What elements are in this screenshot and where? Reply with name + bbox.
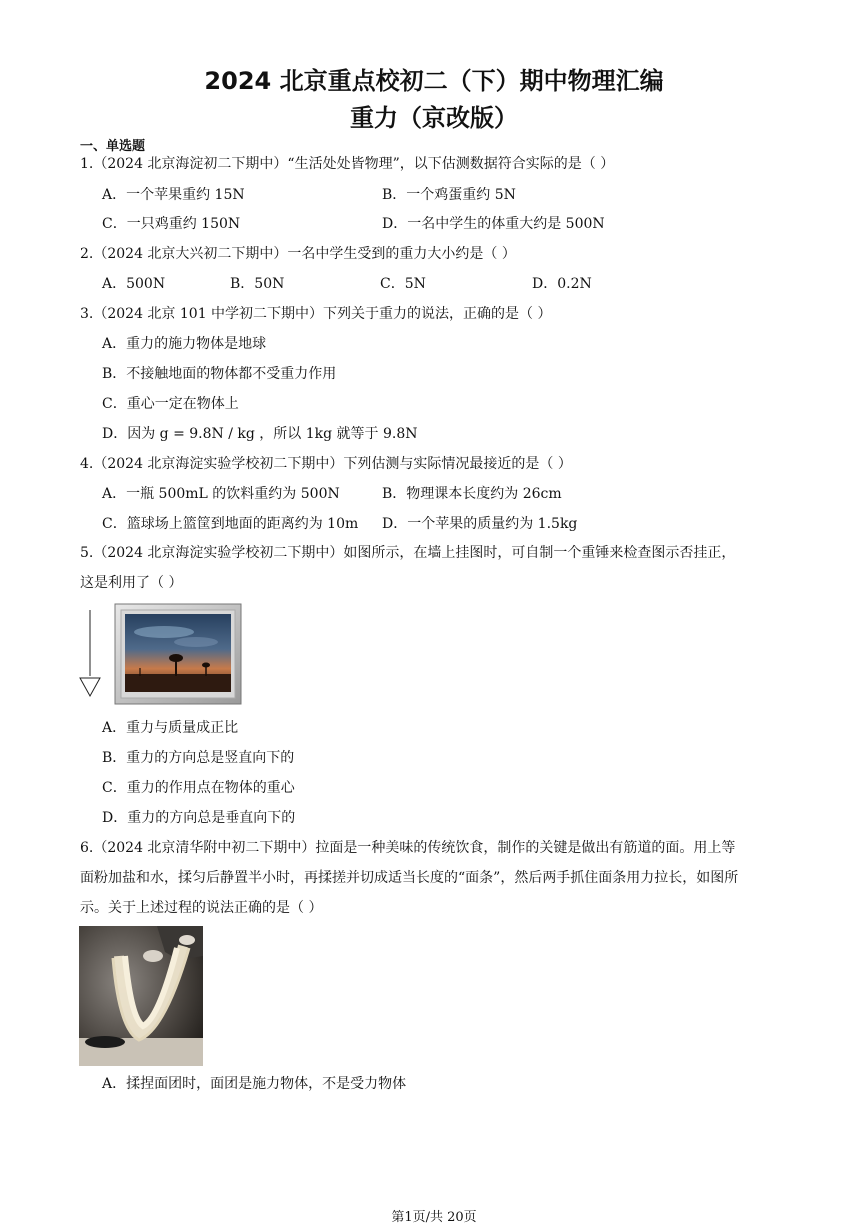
question-1-option-d: D．一名中学生的体重大约是 500N <box>382 216 605 232</box>
question-4-option-a: A．一瓶 500mL 的饮料重约为 500N <box>102 486 340 502</box>
question-2-option-b: B．50N <box>230 276 285 292</box>
question-1-stem: 1.（2024 北京海淀初二下期中）“生活处处皆物理”，以下估测数据符合实际的是（ ） <box>80 156 615 172</box>
question-6-stem-line3: 示。关于上述过程的说法正确的是（ ） <box>80 900 323 916</box>
question-3-stem: 3.（2024 北京 101 中学初二下期中）下列关于重力的说法，正确的是（ ） <box>80 306 552 322</box>
question-2-stem: 2.（2024 北京大兴初二下期中）一名中学生受到的重力大小约是（ ） <box>80 246 516 262</box>
question-1-option-a: A．一个苹果重约 15N <box>102 187 245 203</box>
question-4-option-b: B．物理课本长度约为 26cm <box>382 486 562 502</box>
question-4-stem: 4.（2024 北京海淀实验学校初二下期中）下列估测与实际情况最接近的是（ ） <box>80 456 572 472</box>
question-3-option-c: C．重心一定在物体上 <box>102 396 239 412</box>
question-5-option-d: D．重力的方向总是垂直向下的 <box>102 810 296 826</box>
plumb-bob-icon <box>80 678 100 696</box>
question-2-option-a: A．500N <box>102 276 166 292</box>
question-1-option-c: C．一只鸡重约 150N <box>102 216 241 232</box>
question-4-option-d: D．一个苹果的质量约为 1.5kg <box>382 516 578 532</box>
document-subtitle: 重力（京改版） <box>350 104 518 132</box>
bowl-icon <box>85 1036 125 1048</box>
noodle-pulling-photo <box>79 926 203 1066</box>
question-3-option-d: D．因为 g = 9.8N / kg ，所以 1kg 就等于 9.8N <box>102 426 418 442</box>
question-5-option-c: C．重力的作用点在物体的重心 <box>102 780 295 796</box>
question-6-stem-line2: 面粉加盐和水，揉匀后静置半小时，再揉搓并切成适当长度的“面条”，然后两手抓住面条用力拉长，如图所 <box>80 870 739 886</box>
question-5-stem-line1: 5.（2024 北京海淀实验学校初二下期中）如图所示，在墙上挂图时，可自制一个重锤来检查图示否挂正， <box>80 545 736 561</box>
question-2-option-c: C．5N <box>380 276 426 292</box>
question-3-option-a: A．重力的施力物体是地球 <box>102 336 267 352</box>
question-5-stem-line2: 这是利用了（ ） <box>80 575 183 591</box>
question-2-option-d: D．0.2N <box>532 276 592 292</box>
document-title: 2024 北京重点校初二（下）期中物理汇编 <box>204 67 664 95</box>
section-label: 一、单选题 <box>80 139 146 154</box>
page-number: 第1页/共 20页 <box>391 1210 477 1225</box>
question-6-stem-line1: 6.（2024 北京清华附中初二下期中）拉面是一种美味的传统饮食，制作的关键是做出有筋道的面。用上等 <box>80 840 736 856</box>
question-5-option-a: A．重力与质量成正比 <box>102 720 239 736</box>
plumb-line-figure <box>76 602 246 706</box>
question-5-option-b: B．重力的方向总是竖直向下的 <box>102 750 295 766</box>
question-3-option-b: B．不接触地面的物体都不受重力作用 <box>102 366 337 382</box>
question-1-option-b: B．一个鸡蛋重约 5N <box>382 187 516 203</box>
question-6-option-a: A．揉捏面团时，面团是施力物体，不是受力物体 <box>102 1076 407 1092</box>
question-4-option-c: C．篮球场上篮筐到地面的距离约为 10m <box>102 516 359 532</box>
